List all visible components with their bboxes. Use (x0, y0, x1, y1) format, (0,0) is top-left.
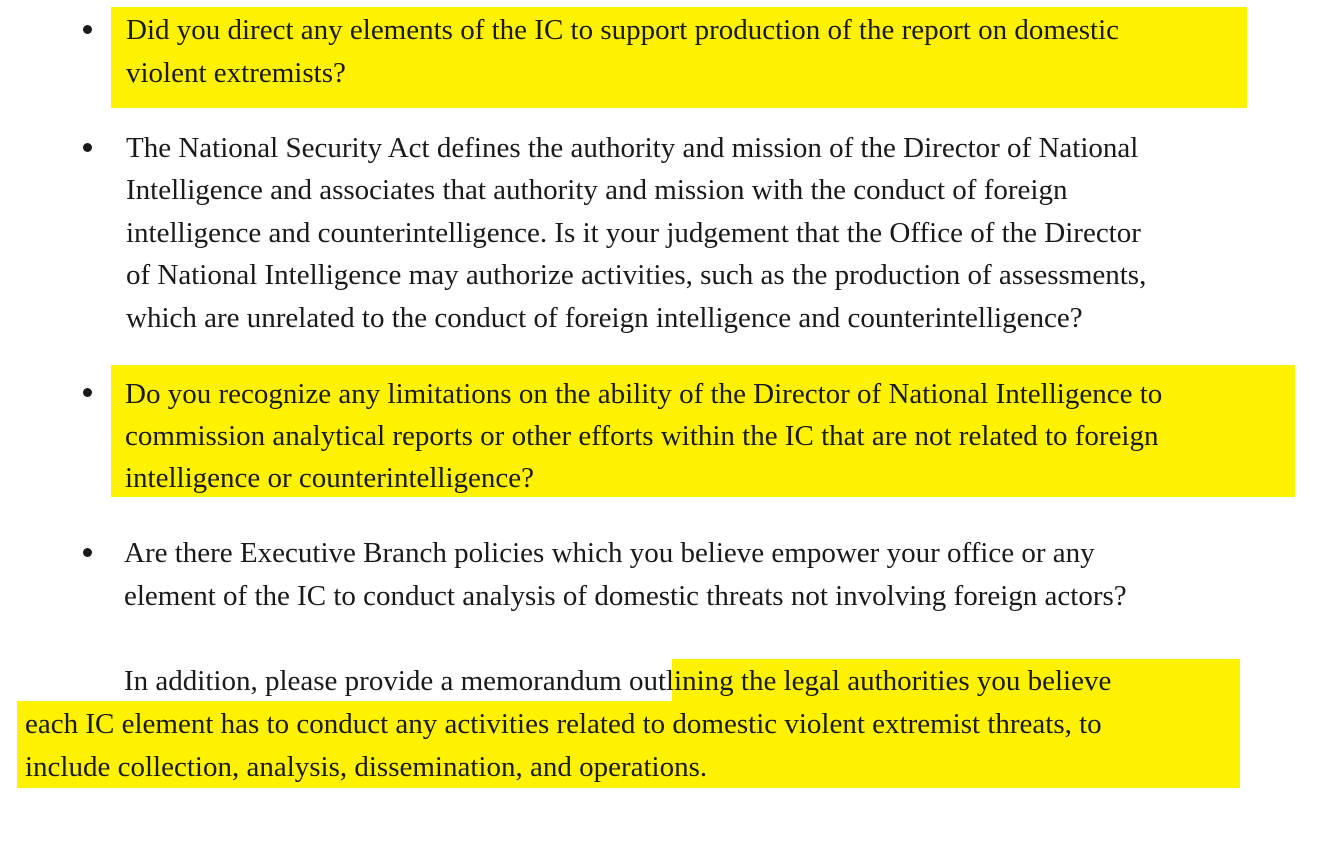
bullet-2-line-1: The National Security Act defines the authority and mission of the Director of National (126, 132, 1139, 164)
closing-line1-plain: In addition, please provide a memorandum (124, 665, 622, 697)
closing-paragraph-line-1 (124, 663, 1111, 699)
bullet-2-line-3: intelligence and counterintelligence. Is it your judgement that the Office of the Director (126, 217, 1141, 249)
bullet-2-line-4: of National Intelligence may authorize activities, such as the production of assessments, (126, 259, 1147, 291)
bullet-3-line-3: intelligence or counterintelligence? (125, 462, 535, 494)
bullet-1-line-2: violent extremists? (126, 57, 346, 89)
bullet-dot-1 (83, 25, 92, 34)
bullet-4-line-1: Are there Executive Branch policies which you believe empower your office or any (124, 537, 1095, 569)
bullet-1-line-1: Did you direct any elements of the IC to support production of the report on domestic (126, 14, 1120, 46)
bullet-dot-3 (83, 388, 92, 397)
bullet-dot-4 (83, 548, 92, 557)
bullet-2-line-2: Intelligence and associates that authority and mission with the conduct of foreign (126, 174, 1068, 206)
bullet-3-line-2: commission analytical reports or other efforts within the IC that are not related to foreign (125, 420, 1159, 452)
closing-line1-highlighted: outlining the legal authorities you believe (621, 665, 1112, 697)
closing-paragraph-line-3: include collection, analysis, dissemination, and operations. (25, 751, 708, 783)
bullet-dot-2 (83, 143, 92, 152)
closing-paragraph-line-2: each IC element has to conduct any activities related to domestic violent extremist threats, to (25, 708, 1102, 740)
bullet-3-line-1: Do you recognize any limitations on the ability of the Director of National Intelligence to (125, 378, 1163, 410)
bullet-2-line-5: which are unrelated to the conduct of foreign intelligence and counterintelligence? (126, 302, 1083, 334)
bullet-4-line-2: element of the IC to conduct analysis of domestic threats not involving foreign actors? (124, 580, 1127, 612)
